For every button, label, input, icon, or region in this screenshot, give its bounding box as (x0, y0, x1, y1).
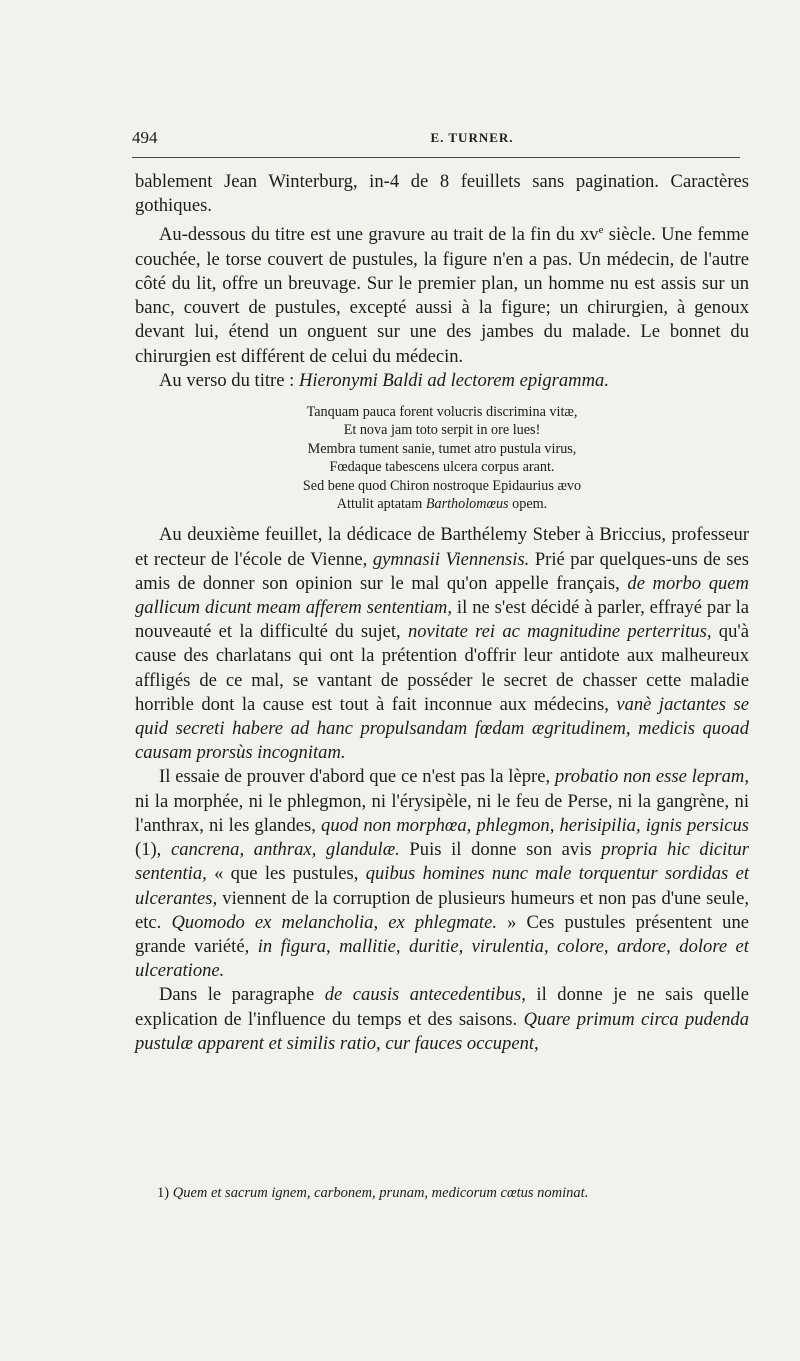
paragraph-p4 (135, 523, 749, 765)
text-run: quibus homines nunc male torquentur sordidas et ulcerantes, (135, 863, 749, 909)
poem-run: Et nova jam toto serpit in ore lues! (343, 422, 541, 439)
paragraphs-after-poem (135, 523, 749, 1055)
text-run: cancrena, anthrax, glandulæ. (170, 839, 400, 861)
text-run: Au verso du titre : (159, 369, 299, 391)
text-run: Il essaie de prouver d'abord que ce n'est pas la lèpre, (159, 766, 555, 788)
text-run: e (598, 224, 604, 237)
text-run: » Ces pustules présentent une grande variété, (135, 911, 749, 957)
paragraph-p5 (135, 765, 749, 983)
poem-run: Fœdaque tabescens ulcera corpus arant. (329, 459, 555, 476)
paragraph-p3 (135, 369, 749, 393)
text-run: viennent de la corruption de plusieurs humeurs et non pas d'une seule, etc. (135, 887, 749, 933)
text-run: ni la morphée, ni le phlegmon, ni l'érysipèle, ni le feu de Perse, ni la gangrène, ni l'anthrax, ni les glandes, (135, 790, 749, 836)
text-run: vanè jactantes se quid secreti habere ad hanc propulsandam fœdam ægritudinem, medicis quoad causam prorsùs incognitam. (135, 693, 749, 764)
text-run: « que les pustules, (206, 863, 366, 885)
text-run: de morbo quem gallicum dicunt meam afferem sententiam, (135, 572, 749, 619)
text-run: siècle. Une femme couchée, le torse couvert de pustules, la figure n'en a pas. Un médecin, de l'autre côté du lit, offre un breuvage. Sur le premier plan, un homme nu est assis sur un banc, couvert de pustules, excepté aussi à la figure; un chirurgien, à genoux devant lui, étend un onguent sur une des jambes du malade. Le bonnet du chirurgien est différent de celui du médecin. (135, 224, 750, 367)
text-run: novitate rei ac magnitudine perterritus, (407, 621, 712, 643)
text-run: Quomodo ex melancholia, ex phlegmate. (171, 911, 497, 933)
page-number: 494 (132, 128, 158, 147)
text-run: Au-dessous du titre est une gravure au trait de la fin du xv (159, 224, 599, 246)
paragraph-p2 (135, 218, 749, 368)
text-run: Dans le paragraphe (159, 984, 325, 1006)
text-run: Hieronymi Baldi ad lectorem epigramma. (298, 369, 609, 391)
poem-line (135, 440, 749, 458)
text-run: de causis antecedentibus, (324, 984, 526, 1006)
text-run: propria hic dicitur sententia, (135, 839, 749, 885)
text-run: quod non morphœa, phlegmon, herisipilia, ignis persicus (321, 814, 749, 836)
header-rule (132, 157, 740, 158)
poem-run: opem. (508, 496, 548, 513)
text-run: (1), (135, 839, 171, 861)
poem-run: Tanquam pauca forent volucris discrimina vitæ, (306, 404, 578, 421)
poem-run: Sed bene quod Chiron nostroque Epidaurius ævo (302, 477, 582, 494)
text-run: gymnasii Viennensis. (372, 548, 530, 570)
main-text (135, 170, 749, 1056)
poem-line (135, 458, 749, 476)
text-run: Au deuxième feuillet, la dédicace de Barthélemy Steber à Briccius, professeur et recteur de l'école de Vienne, (135, 524, 749, 570)
paragraph-p1 (135, 170, 749, 218)
text-run: il donne je ne sais quelle explication de l'influence du temps et des saisons. (135, 984, 749, 1030)
poem-line (135, 495, 749, 513)
paragraphs-before-poem (135, 170, 749, 393)
page-header (132, 128, 752, 150)
text-run: bablement Jean Winterburg, in-4 de 8 feuillets sans pagination. Caractères gothiques. (135, 171, 749, 217)
footnote-marker: 1) (157, 1185, 170, 1201)
footnote-text: Quem et sacrum ignem, carbonem, prunam, medicorum cœtus nominat. (172, 1185, 589, 1201)
poem-line (135, 421, 749, 439)
poem-run: Bartholomœus (425, 496, 509, 513)
poem-run: Membra tument sanie, tumet atro pustula virus, (307, 440, 577, 457)
text-run: qu'à cause des charlatans qui ont la prétention d'offrir leur antidote aux malheureux affligés de ce mal, se vantant de posséder le secret de chasser cette maladie horrible dont la cause est tout à fait inconnue aux médecins, (135, 621, 749, 715)
text-run: in figura, mallitie, duritie, virulentia, colore, ardore, dolore et ulceratione. (135, 935, 749, 982)
poem-line (135, 477, 749, 495)
epigram-poem (135, 403, 749, 513)
poem-run: Attulit aptatam (336, 496, 426, 513)
text-run: il ne s'est décidé à parler, effrayé par la nouveauté et la difficulté du sujet, (135, 597, 749, 643)
running-head: E. TURNER. (430, 130, 514, 145)
footnote (157, 1184, 747, 1202)
paragraph-p6 (135, 983, 749, 1056)
poem-line (135, 403, 749, 421)
text-run: Prié par quelques-uns de ses amis de donner son opinion sur le mal qu'on appelle français, (135, 548, 749, 594)
text-run: Puis il donne son avis (399, 839, 602, 861)
text-run: Quare primum circa pudenda pustulæ apparent et similis ratio, cur fauces occupent, (135, 1008, 749, 1054)
text-run: probatio non esse lepram, (554, 766, 749, 788)
